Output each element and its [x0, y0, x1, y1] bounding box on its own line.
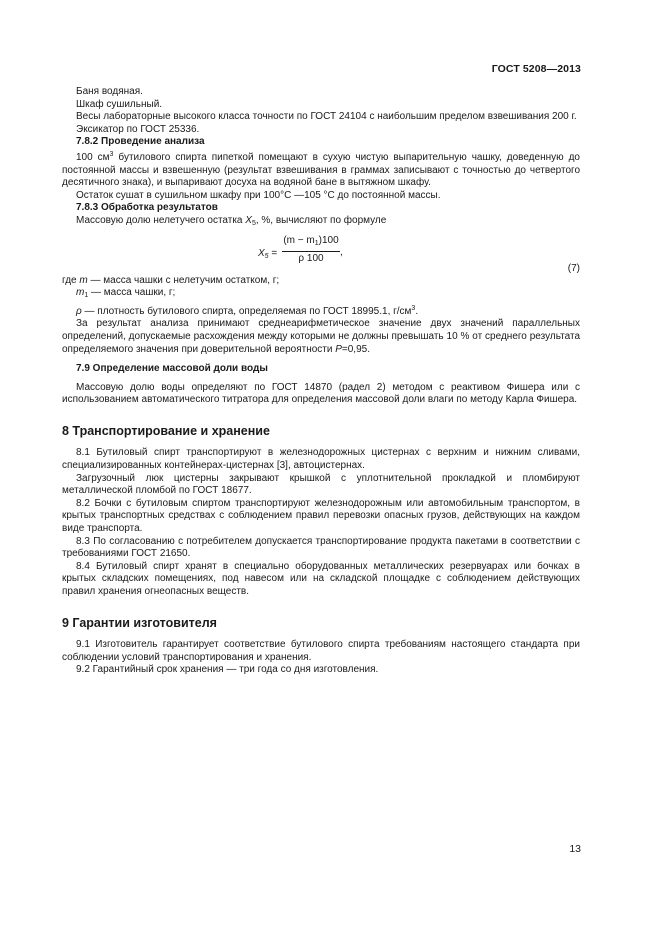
where-rho — [62, 303, 580, 319]
variable: ρ — [76, 305, 82, 317]
paragraph-result — [62, 318, 580, 356]
section-heading-8: 8 Транспортирование и хранение — [62, 423, 270, 438]
paragraph-procedure — [62, 149, 580, 190]
variable: m — [76, 287, 85, 299]
page-content — [62, 86, 580, 677]
text-span: 100 см — [76, 151, 110, 163]
text-span: , %, вычисляют по формуле — [255, 214, 387, 226]
variable: X — [245, 214, 252, 226]
paragraph-8-1-hatch: Загрузочный люк цистерны закрывают крышкой с уплотнительной прокладкой и пломбируют металлической пломбой по ГОСТ 18677. — [62, 472, 580, 497]
text-span: — плотность бутилового спирта, определяемая по ГОСТ 18995.1, г/см — [81, 305, 412, 317]
text-span: бутилового спирта пипеткой помещают в сухую чистую выпарительную чашку, доведенную до постоянной массы и взвешенную (результат взвешивания в граммах записывают с точностью до четвертого десятичного знака), и выпаривают досуха на водяной бане в вытяжном шкафу. — [62, 151, 580, 189]
text-span: )100 — [318, 234, 339, 246]
formula-comma: , — [340, 246, 343, 258]
text-span: (m − m — [283, 234, 315, 246]
superscript: 3 — [109, 150, 114, 158]
subscript: 5 — [264, 252, 269, 260]
formula-fraction — [282, 235, 340, 266]
equipment-line-bath: Баня водяная. — [76, 86, 143, 97]
variable: X — [258, 247, 265, 259]
equipment-line-scales: Весы лабораторные высокого класса точности по ГОСТ 24104 с наибольшим пределом взвешивания 200 г. — [76, 111, 577, 123]
equipment-line-desiccator: Эксикатор по ГОСТ 25336. — [76, 123, 200, 135]
subsection-heading-7-9: 7.9 Определение массовой доли воды — [76, 363, 268, 375]
equipment-line-cabinet: Шкаф сушильный. — [76, 98, 163, 110]
paragraph-drying: Остаток сушат в сушильном шкафу при 100°С —105 °С до постоянной массы. — [76, 189, 441, 201]
paragraph-water: Массовую долю воды определяют по ГОСТ 14870 (радел 2) методом с реактивом Фишера или с использованием автоматического титратора для определения массовой доли влаги по методу Карла Фишера. — [62, 381, 580, 406]
formula-denominator: ρ 100 — [298, 253, 324, 265]
page-number: 13 — [569, 843, 581, 855]
paragraph-formula-intro — [62, 215, 580, 231]
paragraph-9-2: 9.2 Гарантийный срок хранения — три года со дня изготовления. — [76, 664, 379, 676]
subscript: 1 — [314, 239, 319, 247]
text-span: Массовую долю нелетучего остатка — [76, 214, 246, 226]
paragraph-8-4: 8.4 Бутиловый спирт хранят в специально оборудованных металлических резервуарах или бочках в крытых складских помещениях, под навесом или на складской площадке с соблюдением действующих правил хранения огнеопасных веществ. — [62, 560, 580, 597]
subsection-heading-7-8-3: 7.8.3 Обработка результатов — [76, 202, 218, 214]
subscript: 1 — [84, 292, 89, 300]
formula-7 — [62, 235, 580, 275]
text-span: — масса чашки с нелетучим остатком, г; — [87, 274, 280, 286]
superscript: 3 — [411, 304, 416, 312]
text-span: . — [415, 305, 419, 317]
formula-numerator — [282, 235, 340, 253]
variable: P — [335, 343, 342, 355]
where-m1 — [62, 287, 580, 303]
paragraph-9-1: 9.1 Изготовитель гарантирует соответствие бутилового спирта требованиям настоящего стандарта при соблюдении условий транспортирования и хранения. — [62, 639, 580, 663]
equals-sign: = — [268, 247, 278, 259]
text-span: — масса чашки, г; — [88, 287, 176, 299]
paragraph-8-1: 8.1 Бутиловый спирт транспортируют в железнодорожных цистернах с верхним и нижним сливами, специализированных контейнерах-цистернах [3], автоцистернах. — [62, 447, 580, 472]
paragraph-8-2: 8.2 Бочки с бутиловым спиртом транспортируют железнодорожным или автомобильным транспортом, в крытых транспортных средствах с соблюдением правил перевозки опасных грузов, действующих на каждом виде транспорта. — [62, 497, 580, 535]
subscript: 5 — [251, 219, 256, 227]
document-header: ГОСТ 5208—2013 — [491, 63, 581, 75]
section-heading-9: 9 Гарантии изготовителя — [62, 615, 217, 630]
text-span: За результат анализа принимают среднеарифметическое значение двух значений параллельных определений, допускаемые расхождения между которыми не должны превышать 10 % от среднего результата определяемого значения при доверительной вероятности — [62, 318, 580, 355]
variable: m — [79, 274, 88, 286]
formula-number: (7) — [567, 262, 580, 274]
paragraph-8-3: 8.3 По согласованию с потребителем допускается транспортирование продукта пакетами в соответствии с требованиями ГОСТ 21650. — [62, 535, 580, 560]
where-m — [62, 275, 580, 288]
formula-lhs — [258, 248, 277, 264]
text-span: где — [62, 274, 80, 286]
subsection-heading-7-8-2: 7.8.2 Проведение анализа — [76, 136, 205, 148]
text-span: =0,95. — [341, 343, 370, 355]
